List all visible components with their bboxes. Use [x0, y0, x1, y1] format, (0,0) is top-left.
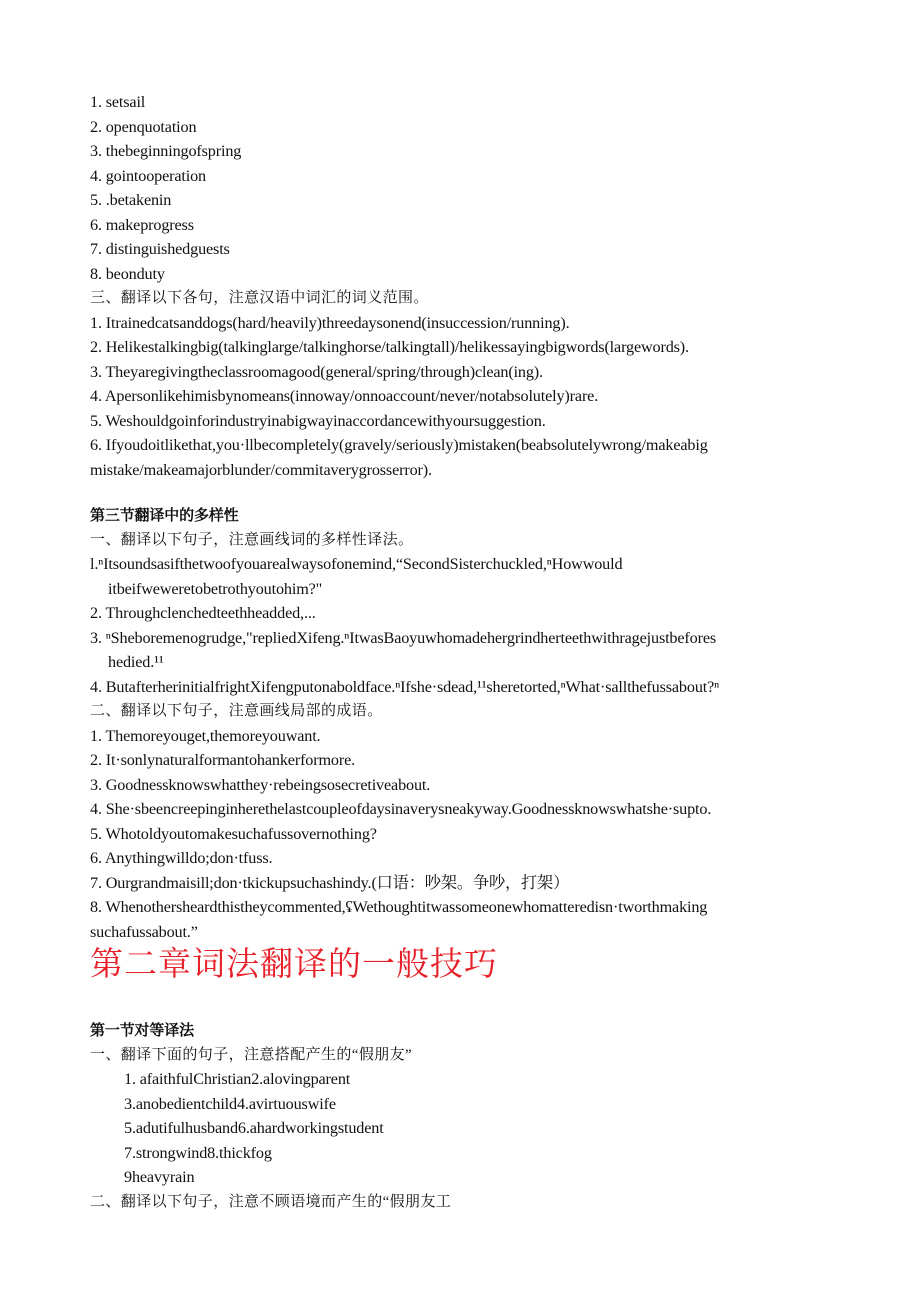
- lesson3-part2-item: 3. Goodnessknowswhatthey·rebeingsosecretiveabout.: [90, 775, 431, 794]
- section3-item: 1. Itrainedcatsanddogs(hard/heavily)threedaysonend(insuccession/running).: [90, 313, 570, 332]
- lesson1-part1-item: 1. afaithfulChristian2.alovingparent: [124, 1070, 351, 1088]
- lesson3-part1-item: 3. ⁿSheboremenogrudge,"repliedXifeng.ⁿItwasBaoyuwhomadehergrindherteethwithragejustbefores: [90, 628, 717, 647]
- lesson3-part2-item: 8. Whenothersheardthistheycommented,ʢWethoughtitwassomeonewhomatteredisn·tworthmaking: [90, 898, 708, 916]
- lesson1-title: 第一节对等译法: [90, 1021, 194, 1039]
- lesson3-part2-item: 5. Whotoldyoutomakesuchafussovernothing?: [90, 824, 377, 843]
- lesson1-section: [90, 1018, 830, 1214]
- phrase-item: 7. distinguishedguests: [90, 240, 230, 258]
- lesson1-part1-item: 9heavyrain: [124, 1168, 195, 1186]
- lesson3-title: 第三节翻译中的多样性: [90, 506, 239, 524]
- phrase-item: 5. .betakenin: [90, 191, 172, 209]
- phrase-item: 4. gointooperation: [90, 166, 206, 185]
- lesson1-part1-item: 3.anobedientchild4.avirtuouswife: [124, 1094, 336, 1113]
- lesson1-part1-item: 5.adutifulhusband6.ahardworkingstudent: [124, 1119, 384, 1137]
- lesson3-part2-item: 2. It·sonlynaturalformantohankerformore.: [90, 751, 356, 769]
- phrase-item: 8. beonduty: [90, 264, 165, 283]
- section3-item: 4. Apersonlikehimisbynomeans(innoway/onnoaccount/never/notabsolutely)rare.: [90, 387, 599, 405]
- lesson3-part1-item: 4. ButafterherinitialfrightXifengputonaboldface.ⁿIfshe·sdead,¹¹sheretorted,ⁿWhat·sallthefussabout?ⁿ: [90, 677, 720, 696]
- lesson3-part2-item: 7. Ourgrandmaisill;don·tkickupsuchashindy.(口语：吵架。争吵，打架）: [90, 873, 570, 892]
- phrase-item: 6. makeprogress: [90, 215, 194, 234]
- lesson3-part1-item: 2. Throughclenchedteethheadded,...: [90, 604, 316, 622]
- lesson1-part1-title: 一、翻译下面的句子，注意搭配产生的“假朋友”: [90, 1046, 413, 1063]
- lesson3-part1-item-continuation: itbeifweweretobetrothyoutohim?": [108, 579, 323, 598]
- lesson3-part2-item: 4. She·sbeencreepinginherethelastcoupleofdaysinaverysneakyway.Goodnessknowswhatshe·supto.: [90, 800, 712, 818]
- lesson1-part1-item: 7.strongwind8.thickfog: [124, 1143, 272, 1162]
- section-top: [90, 90, 830, 482]
- section3-item: 6. Ifyoudoitlikethat,you·llbecompletely(gravely/seriously)mistaken(beabsolutelywrong/makeabig: [90, 436, 708, 454]
- section3-item: 5. Weshouldgoinforindustryinabigwayinaccordancewithyoursuggestion.: [90, 411, 546, 430]
- phrase-item: 1. setsail: [90, 93, 146, 111]
- lesson3-part2-item-continuation: suchafussabout.”: [90, 922, 198, 941]
- lesson3-part2-item: 6. Anythingwilldo;don·tfuss.: [90, 849, 273, 867]
- section3-item: 3. Theyaregivingtheclassroomagood(general/spring/through)clean(ing).: [90, 362, 543, 381]
- section3-title: 三、翻译以下各句，注意汉语中词汇的词义范围。: [90, 290, 429, 306]
- lesson3-part1-item: l.ⁿItsoundsasifthetwoofyouarealwaysofonemind,“SecondSisterchuckled,ⁿHowwould: [90, 555, 623, 573]
- phrase-item: 3. thebeginningofspring: [90, 142, 242, 160]
- lesson1-part2-title: 二、翻译以下句子，注意不顾语境而产生的“假朋友工: [90, 1193, 452, 1210]
- section3-item-continuation: mistake/makeamajorblunder/commitaverygrosserror).: [90, 460, 432, 479]
- lesson3-section: [90, 503, 830, 944]
- phrase-item: 2. openquotation: [90, 117, 197, 136]
- lesson3-part2-title: 二、翻译以下句子，注意画线局部的成语。: [90, 703, 383, 719]
- lesson3-part2-item: 1. Themoreyouget,themoreyouwant.: [90, 726, 321, 745]
- section3-item: 2. Helikestalkingbig(talkinglarge/talkinghorse/talkingtall)/helikessayingbigwords(largewords).: [90, 338, 689, 356]
- chapter2-title: 第二章词法翻译的一般技巧: [90, 944, 498, 983]
- lesson3-part1-item-continuation: hedied.¹¹: [108, 653, 164, 671]
- lesson3-part1-title: 一、翻译以下句子，注意画线词的多样性译法。: [90, 531, 414, 548]
